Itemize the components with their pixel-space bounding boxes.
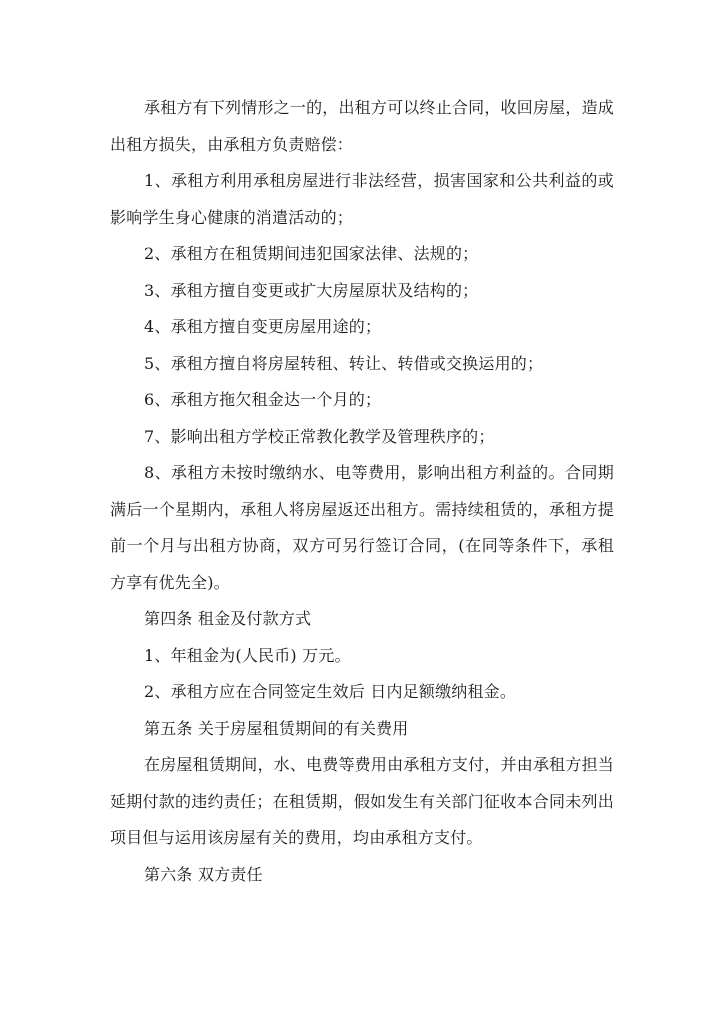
list-item-3: 3、承租方擅自变更或扩大房屋原状及结构的； [144,280,479,300]
rent-item-2: 2、承租方应在合同签定生效后 日内足额缴纳租金。 [144,682,517,701]
document-body [110,90,614,893]
list-item-6: 6、承租方拖欠租金达一个月的； [144,390,382,409]
paragraph-termination-intro: 承租方有下列情形之一的，出租方可以终止合同，收回房屋，造成出租方损失，由承租方负责赔偿： [110,98,614,154]
section-heading-article-6: 第六条 双方责任 [144,864,263,884]
rent-item-1: 1、年租金为(人民币) 万元。 [144,645,351,665]
list-item-4: 4、承租方擅自变更房屋用途的； [144,317,382,336]
list-item-2: 2、承租方在租赁期间违犯国家法律、法规的； [144,244,479,263]
list-item-5: 5、承租方擅自将房屋转租、转让、转借或交换运用的； [144,353,544,373]
list-item-8: 8、承租方未按时缴纳水、电等费用，影响出租方利益的。合同期满后一个星期内，承租人将房屋返还出租方。需持续租赁的，承租方提前一个月与出租方协商，双方可另行签订合同，(在同等条件下，承租方享有优先全)。 [110,463,614,592]
list-item-7: 7、影响出租方学校正常教化教学及管理秩序的； [144,426,495,446]
list-item-1: 1、承租方利用承租房屋进行非法经营，损害国家和公共利益的或影响学生身心健康的消遣活动的； [110,171,614,227]
section-heading-article-5: 第五条 关于房屋租赁期间的有关费用 [144,718,409,738]
section-heading-article-4: 第四条 租金及付款方式 [144,609,312,628]
paragraph-fees: 在房屋租赁期间，水、电费等费用由承租方支付，并由承租方担当延期付款的违约责任；在租赁期，假如发生有关部门征收本合同未列出项目但与运用该房屋有关的费用，均由承租方支付。 [110,755,614,847]
